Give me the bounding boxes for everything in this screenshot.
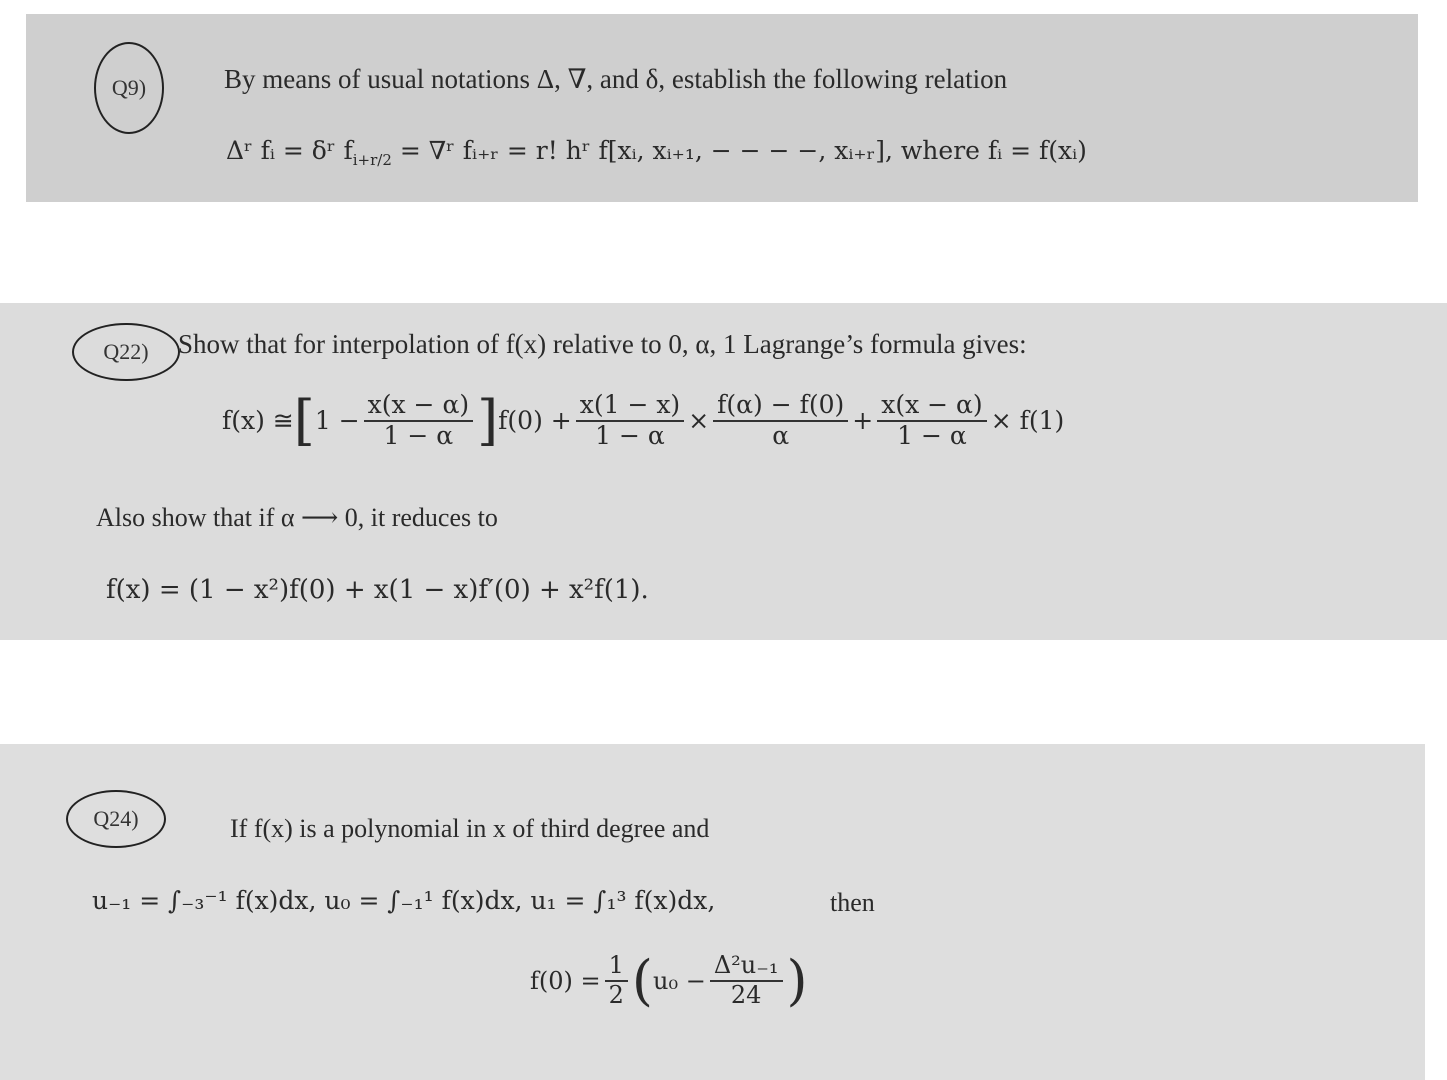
fraction-term-1: $\frac{x(x - \alpha)}{1 - \alpha}$	[364, 391, 473, 451]
left-paren: (	[631, 948, 653, 1012]
fraction-delta: $\frac{\text{Δ²u₋₁}}{24}$	[710, 952, 783, 1009]
left-bracket: [	[293, 388, 315, 452]
question-24-integrals: u₋₁ = ∫₋₃⁻¹ f(x)dx, u₀ = ∫₋₁¹ f(x)dx, u₁ = ∫₁³ f(x)dx,	[92, 886, 716, 915]
lagrange-formula: f(x) ≅ [ 1 − $\frac{x(x - \alpha)}{1 - \alpha}$ ] f(0) + $\frac{x(1 - x)}{1 - \alpha}$ × $\frac{f(\alpha) - f(0)}{\alpha}$ + $\frac{x(x - \alpha)}{1 - \alpha}$ × f(1)	[222, 388, 1065, 452]
question-22-reduced: f(x) = (1 − x²)f(0) + x(1 − x)f′(0) + x²f(1).	[106, 575, 649, 605]
question-24-text: If f(x) is a polynomial in x of third degree and	[230, 814, 710, 843]
question-24-panel	[0, 744, 1425, 1080]
question-22-panel	[0, 303, 1447, 640]
question-9-label: Q9)	[94, 42, 164, 134]
question-22-label: Q22)	[72, 323, 180, 381]
question-24-result: f(0) = $\frac{1}{2}$ ( u₀ − $\frac{\text{Δ²u₋₁}}{24}$ )	[530, 948, 808, 1012]
question-9-relation: Δʳ fᵢ = δʳ $f_{i+r/2}$ = ∇ʳ fᵢ₊ᵣ = r! hʳ f[xᵢ, xᵢ₊₁, − − − −, xᵢ₊ᵣ], where fᵢ = f(xᵢ)	[226, 136, 1087, 169]
fraction-term-3: $\frac{f(\alpha) - f(0)}{\alpha}$	[713, 391, 848, 451]
right-bracket: ]	[477, 388, 499, 452]
fraction-half: $\frac{1}{2}$	[605, 952, 628, 1009]
question-24-then: then	[830, 888, 875, 917]
fraction-term-2: $\frac{x(1 - x)}{1 - \alpha}$	[576, 391, 684, 451]
question-22-text: Show that for interpolation of f(x) relative to 0, α, 1 Lagrange’s formula gives:	[178, 329, 1027, 359]
question-9-panel	[26, 14, 1418, 202]
question-24-label: Q24)	[66, 790, 166, 848]
right-paren: )	[786, 948, 808, 1012]
fraction-term-4: $\frac{x(x - \alpha)}{1 - \alpha}$	[877, 391, 986, 451]
question-9-text: By means of usual notations Δ, ∇, and δ, establish the following relation	[224, 64, 1008, 94]
question-22-also: Also show that if α ⟶ 0, it reduces to	[96, 503, 498, 532]
